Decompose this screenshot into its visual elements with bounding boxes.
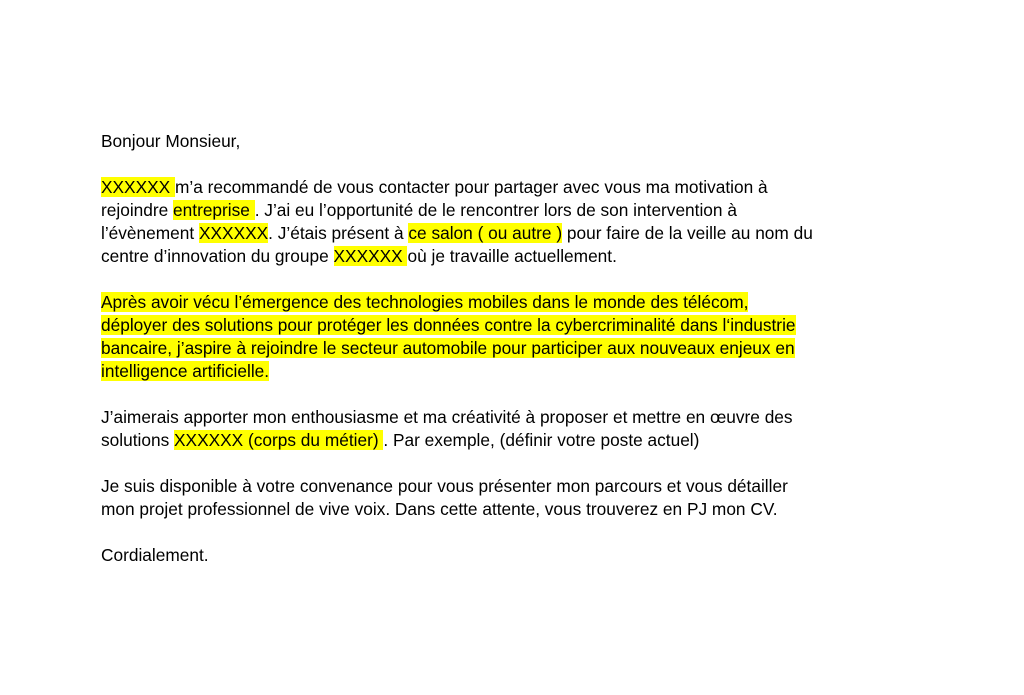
paragraph-introduction (101, 176, 961, 268)
text-run: centre d’innovation du groupe (101, 246, 334, 266)
highlighted-text: bancaire, j’aspire à rejoindre le secteur automobile pour participer aux nouveaux enjeux en (101, 338, 795, 358)
paragraph-line: J’aimerais apporter mon enthousiasme et ma créativité à proposer et mettre en œuvre des (101, 407, 793, 427)
paragraph-availability (101, 475, 961, 521)
paragraph-line: Je suis disponible à votre convenance pour vous présenter mon parcours et vous détailler (101, 476, 788, 496)
highlighted-text: Après avoir vécu l’émergence des technologies mobiles dans le monde des télécom, (101, 292, 749, 312)
text-run: où je travaille actuellement. (407, 246, 617, 266)
paragraph-line (101, 245, 961, 268)
paragraph-line: mon projet professionnel de vive voix. Dans cette attente, vous trouverez en PJ mon CV. (101, 499, 778, 519)
closing-text: Cordialement. (101, 545, 209, 565)
text-run: pour faire de la veille au nom du (562, 223, 813, 243)
text-run: m’a recommandé de vous contacter pour partager avec vous ma motivation à (174, 177, 768, 197)
paragraph-background (101, 291, 961, 383)
highlighted-text: intelligence artificielle. (101, 361, 270, 381)
text-run: rejoindre (101, 200, 174, 220)
text-run: . Par exemple, (définir votre poste actuel) (383, 430, 700, 450)
text-run: . J’étais présent à (268, 223, 409, 243)
letter-body (101, 130, 961, 590)
placeholder-highlight: entreprise (173, 200, 255, 220)
text-run: l’évènement (101, 223, 199, 243)
paragraph-line (101, 291, 961, 314)
placeholder-highlight: XXXXXX (198, 223, 269, 243)
highlighted-text: déployer des solutions pour protéger les données contre la cybercriminalité dans l‘industrie (101, 315, 796, 335)
closing (101, 544, 961, 567)
paragraph-line (101, 176, 961, 199)
greeting (101, 130, 961, 153)
paragraph-line (101, 429, 961, 452)
paragraph-motivation (101, 406, 961, 452)
paragraph-line (101, 337, 961, 360)
placeholder-highlight: ce salon ( ou autre ) (408, 223, 563, 243)
placeholder-highlight: XXXXXX (corps du métier) (174, 430, 384, 450)
paragraph-line (101, 199, 961, 222)
placeholder-highlight: XXXXXX (101, 177, 175, 197)
text-run: . J’ai eu l’opportunité de le rencontrer lors de son intervention à (254, 200, 737, 220)
greeting-text: Bonjour Monsieur, (101, 131, 241, 151)
paragraph-line (101, 360, 961, 383)
placeholder-highlight: XXXXXX (333, 246, 408, 266)
text-run: solutions (101, 430, 175, 450)
paragraph-line (101, 222, 961, 245)
paragraph-line (101, 314, 961, 337)
